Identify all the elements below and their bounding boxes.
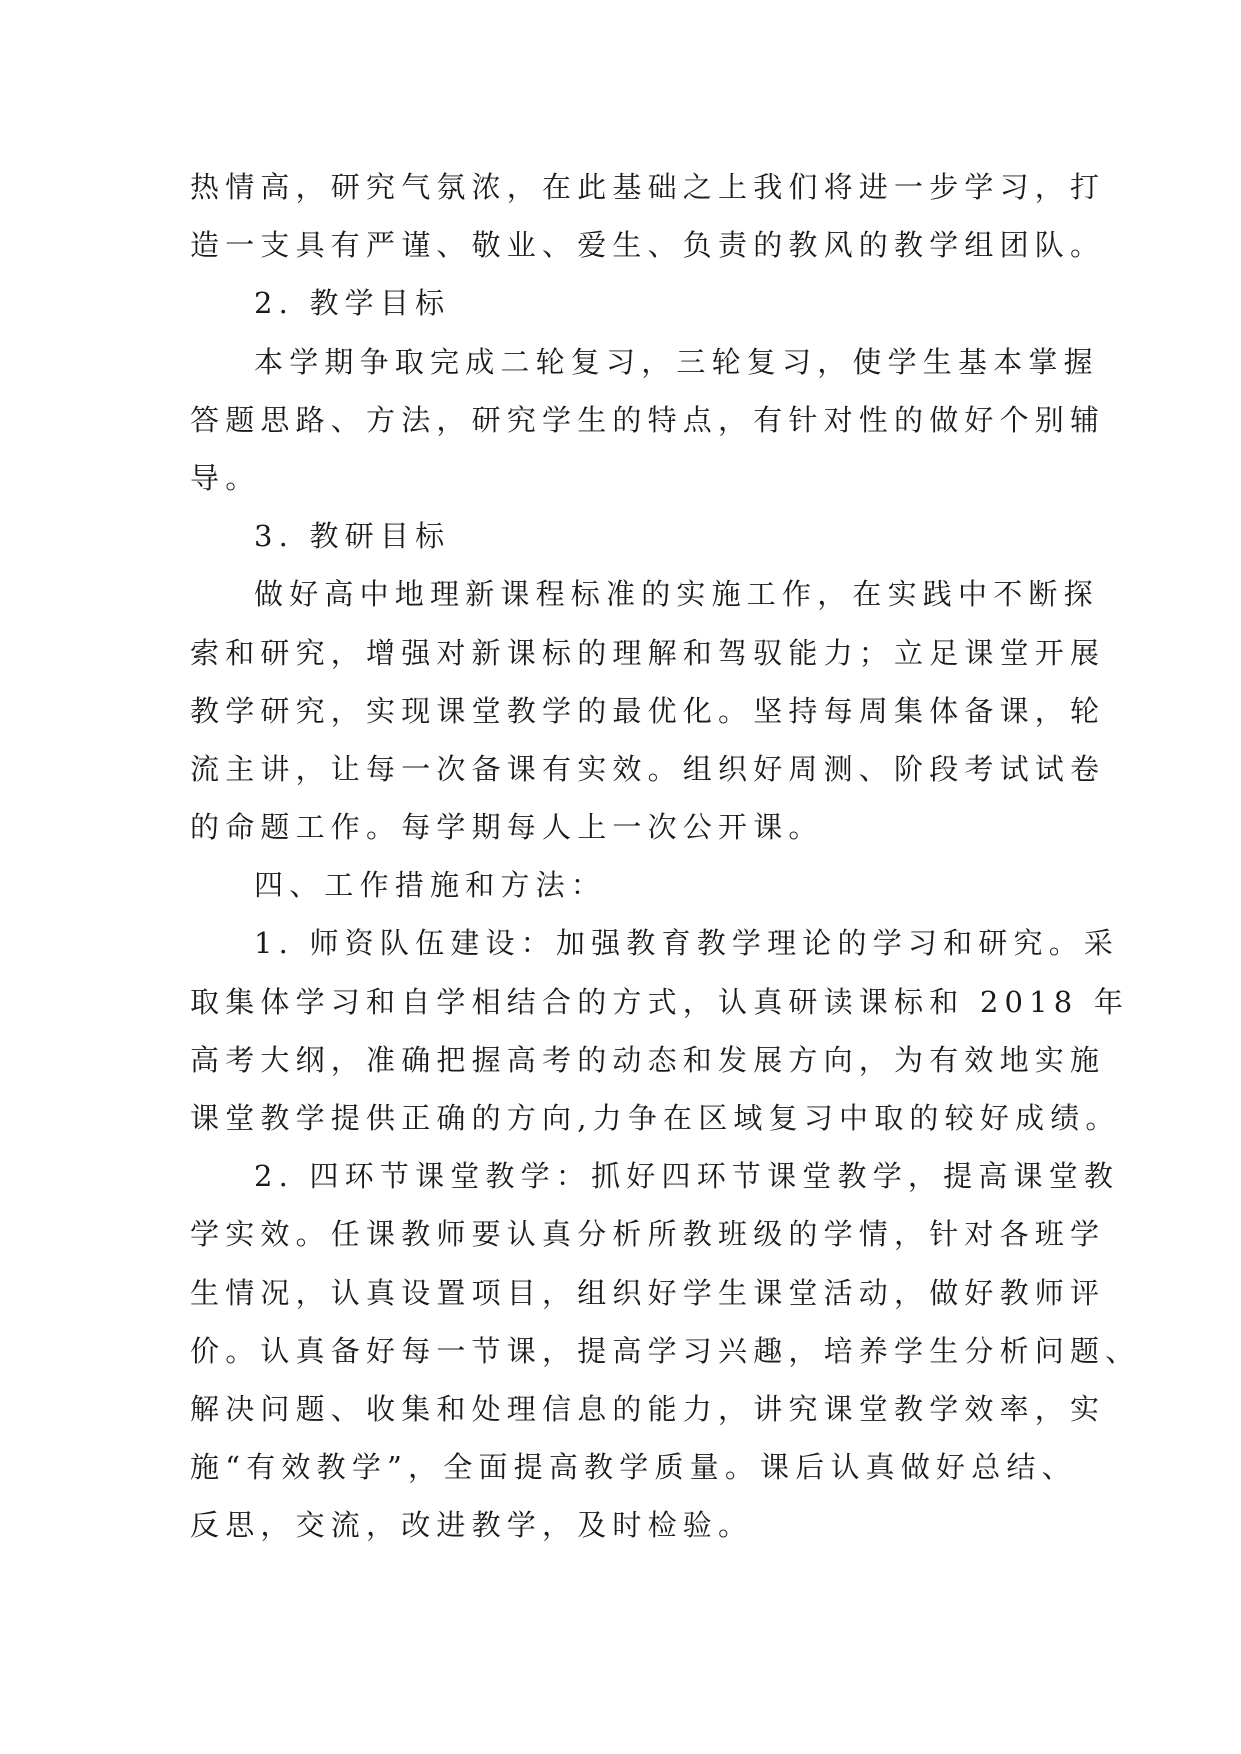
text-line: 价。认真备好每一节课，提高学习兴趣，培养学生分析问题、 bbox=[190, 1333, 1141, 1368]
text-line: 答题思路、方法，研究学生的特点，有针对性的做好个别辅 bbox=[190, 402, 1106, 437]
text-line: 导。 bbox=[190, 460, 261, 495]
text-line: 1. 师资队伍建设：加强教育教学理论的学习和研究。采 bbox=[254, 926, 1120, 961]
text-line: 学实效。任课教师要认真分析所教班级的学情，针对各班学 bbox=[190, 1217, 1106, 1252]
text-line: 解决问题、收集和处理信息的能力，讲究课堂教学效率，实 bbox=[190, 1391, 1106, 1426]
text-line: 本学期争取完成二轮复习，三轮复习，使学生基本掌握 bbox=[254, 344, 1099, 379]
text-line: 施“有效教学”，全面提高教学质量。课后认真做好总结、 bbox=[190, 1450, 1077, 1485]
text-line: 的命题工作。每学期每人上一次公开课。 bbox=[190, 810, 824, 845]
section-heading: 2. 教学目标 bbox=[254, 286, 451, 321]
section-heading: 四、工作措施和方法： bbox=[254, 868, 607, 903]
text-line: 高考大纲，准确把握高考的动态和发展方向，为有效地实施 bbox=[190, 1042, 1106, 1077]
text-line: 热情高，研究气氛浓，在此基础之上我们将进一步学习，打 bbox=[190, 170, 1106, 204]
document-body bbox=[190, 158, 1141, 1555]
text-line: 2. 四环节课堂教学：抓好四环节课堂教学，提高课堂教 bbox=[254, 1159, 1120, 1194]
text-line: 索和研究，增强对新课标的理解和驾驭能力；立足课堂开展 bbox=[190, 635, 1106, 670]
text-line: 课堂教学提供正确的方向,力争在区域复习中取的较好成绩。 bbox=[190, 1101, 1121, 1135]
section-heading: 3. 教研目标 bbox=[254, 519, 451, 554]
text-line: 生情况，认真设置项目，组织好学生课堂活动，做好教师评 bbox=[190, 1275, 1106, 1310]
text-line: 教学研究，实现课堂教学的最优化。坚持每周集体备课，轮 bbox=[190, 693, 1106, 728]
text-line: 造一支具有严谨、敬业、爱生、负责的教风的教学组团队。 bbox=[190, 228, 1106, 263]
text-line: 做好高中地理新课程标准的实施工作，在实践中不断探 bbox=[254, 577, 1099, 612]
text-line: 取集体学习和自学相结合的方式，认真研读课标和 2018 年 bbox=[190, 984, 1130, 1019]
text-line: 流主讲，让每一次备课有实效。组织好周测、阶段考试试卷 bbox=[190, 751, 1106, 786]
text-line: 反思，交流，改进教学，及时检验。 bbox=[190, 1508, 754, 1543]
